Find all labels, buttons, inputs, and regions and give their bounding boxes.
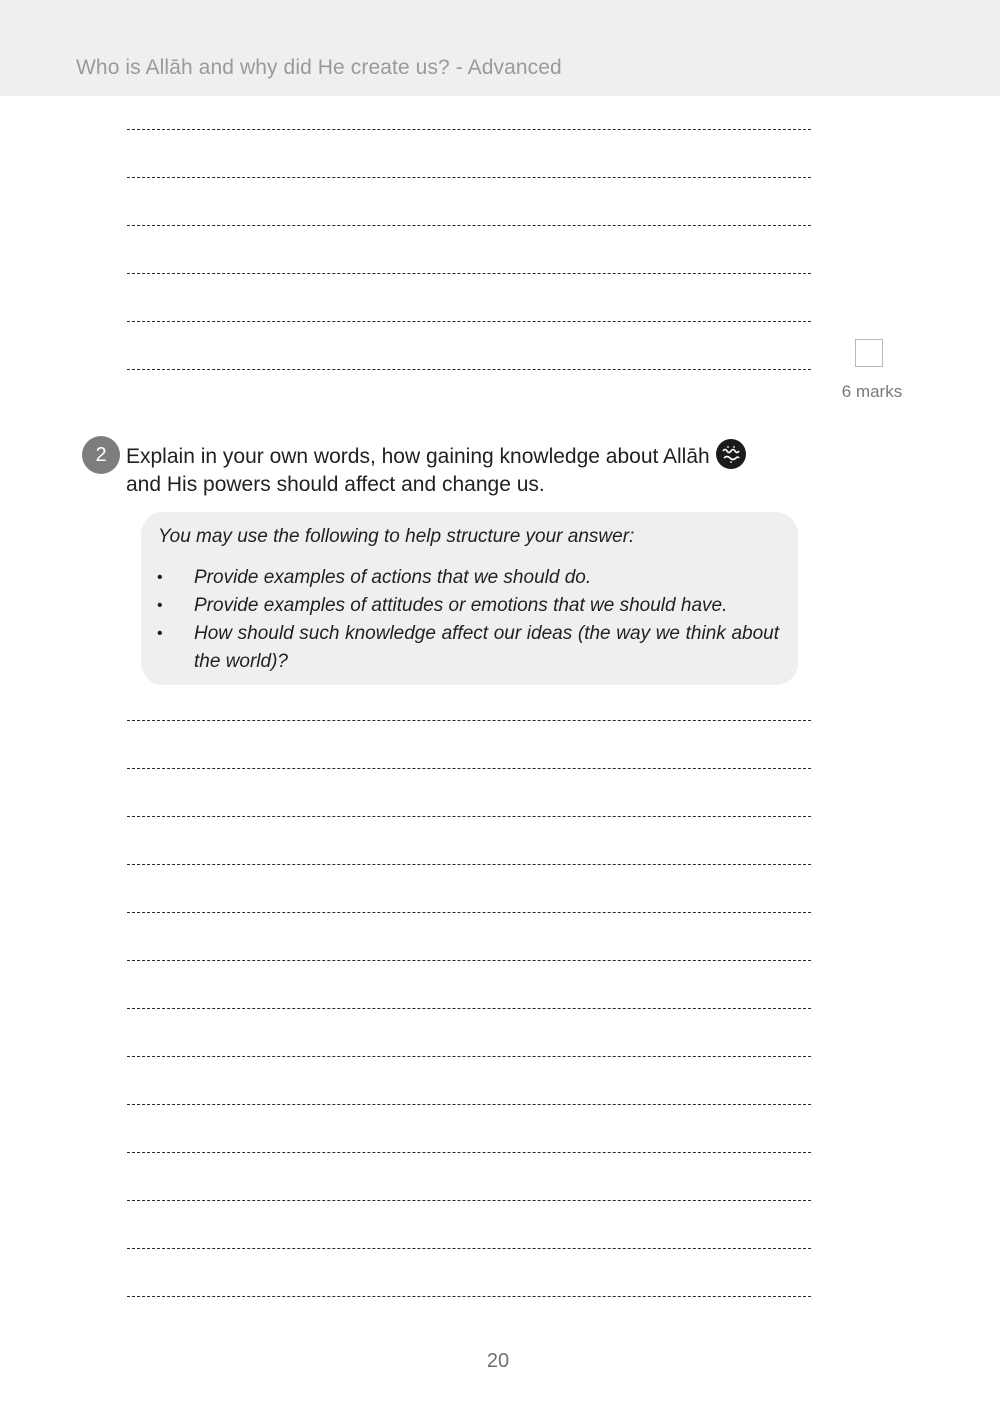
- answer-line[interactable]: [127, 321, 811, 322]
- worksheet-title: Who is Allāh and why did He create us? - Advanced: [76, 56, 562, 79]
- question-number-badge: 2: [82, 436, 120, 474]
- answer-line[interactable]: [127, 864, 811, 865]
- question-text-line1: Explain in your own words, how gaining knowledge about Allāh: [126, 445, 710, 468]
- answer-line[interactable]: [127, 1296, 811, 1297]
- hint-list: [141, 564, 798, 676]
- hint-item: • Provide examples of attitudes or emotions that we should have.: [141, 592, 798, 620]
- answer-line[interactable]: [127, 960, 811, 961]
- question-text: [126, 439, 816, 499]
- answer-line[interactable]: [127, 720, 811, 721]
- hint-intro: You may use the following to help structure your answer:: [158, 526, 635, 547]
- answer-line[interactable]: [127, 1056, 811, 1057]
- answer-line[interactable]: [127, 912, 811, 913]
- answer-line[interactable]: [127, 225, 811, 226]
- bullet-icon: •: [157, 569, 163, 586]
- answer-line[interactable]: [127, 369, 811, 370]
- bullet-icon: •: [157, 597, 163, 614]
- question-text-line2: and His powers should affect and change us.: [126, 473, 545, 496]
- answer-line[interactable]: [127, 129, 811, 130]
- answer-line[interactable]: [127, 273, 811, 274]
- answer-line[interactable]: [127, 177, 811, 178]
- hint-item: • Provide examples of actions that we should do.: [141, 564, 798, 592]
- hint-box: [141, 512, 798, 685]
- answer-line[interactable]: [127, 1104, 811, 1105]
- hint-item: • How should such knowledge affect our ideas (the way we think about the world)?: [141, 620, 798, 676]
- bullet-icon: •: [157, 625, 163, 642]
- marks-label: 6 marks: [841, 382, 903, 401]
- page-number: 20: [486, 1350, 510, 1372]
- answer-line[interactable]: [127, 768, 811, 769]
- subhanahu-wa-taala-icon: [716, 439, 746, 469]
- answer-line[interactable]: [127, 816, 811, 817]
- answer-line[interactable]: [127, 1248, 811, 1249]
- answer-line[interactable]: [127, 1200, 811, 1201]
- page-header: [0, 0, 1000, 96]
- answer-line[interactable]: [127, 1152, 811, 1153]
- answer-line[interactable]: [127, 1008, 811, 1009]
- marks-checkbox[interactable]: [855, 339, 883, 367]
